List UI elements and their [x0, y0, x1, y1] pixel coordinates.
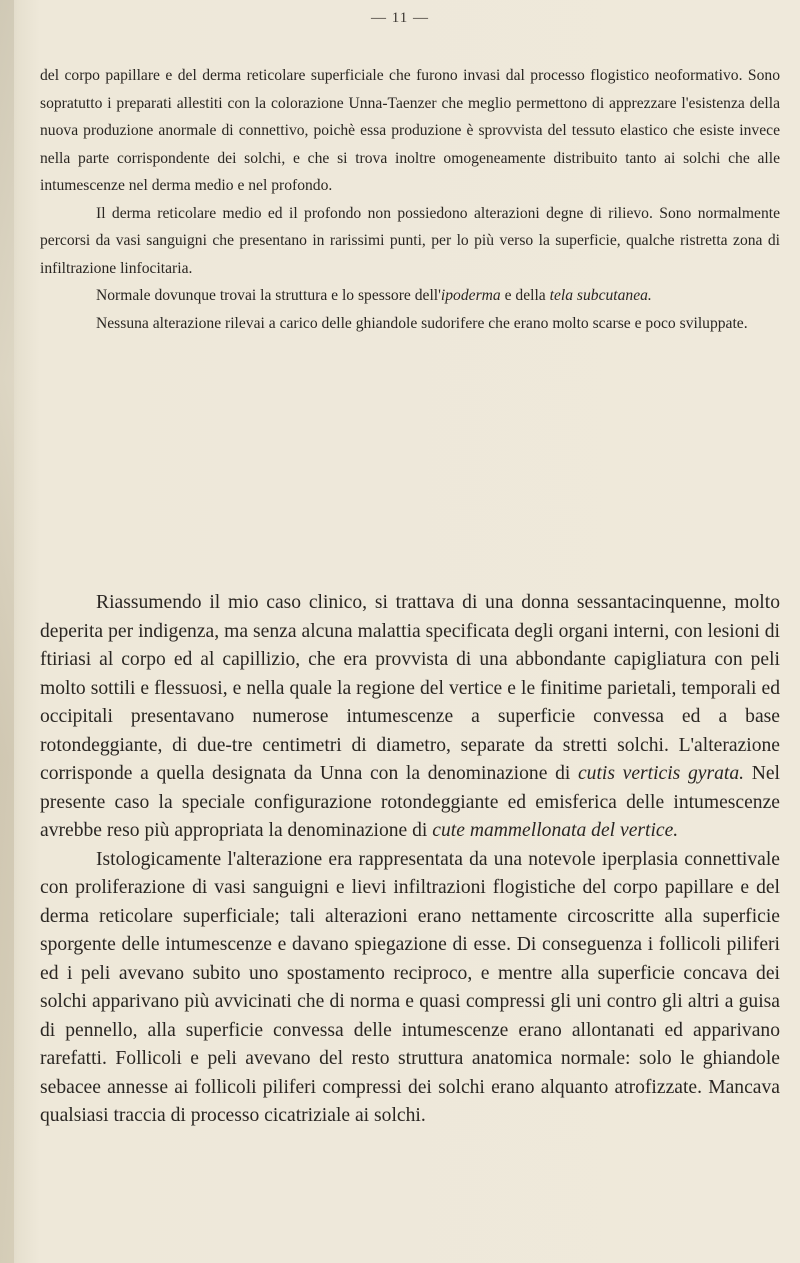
small-print-section	[40, 62, 780, 337]
small-paragraph-3	[40, 282, 780, 310]
p3-italic-ipoderma: ipoderma	[440, 287, 501, 304]
summary-section	[40, 589, 780, 1131]
summary-paragraph-2: Istologicamente l'alterazione era rappresentata da una notevole iperplasia connettivale con proliferazione di vasi sanguigni e lievi infiltrazioni flogistiche del corpo papillare e del derma reticolare superficiale; tali alterazioni erano nettamente circoscritte alla superficie sporgente delle intumescenze e davano spiegazione di esse. Di conseguenza i follicoli piliferi ed i peli avevano subito uno spostamento reciproco, e mentre alla superficie concava dei solchi apparivano più avvicinati che di norma e quasi compressi gli uni contro gli altri a guisa di pennello, alla superficie convessa delle intumescenze erano allontanati ed apparivano rarefatti. Follicoli e peli avevano del resto struttura anatomica normale: solo le ghiandole sebacee annesse ai follicoli piliferi compressi dei solchi erano alquanto atrofizzate. Mancava qualsiasi traccia di processo cicatriziale ai solchi.	[40, 848, 780, 1126]
small-paragraph-2: Il derma reticolare medio ed il profondo non possiedono alterazioni degne di rilievo. Sono normalmente percorsi da vasi sanguigni che presentano in rarissimi punti, per lo più verso la superficie, qualche ristretta zona di infiltrazione linfocitaria.	[40, 204, 780, 277]
p3-italic-tela: tela subcutanea.	[549, 287, 652, 304]
summary-paragraph-1	[40, 589, 780, 846]
summary-p1-text-b: Nel presente caso la speciale configurazione rotondeggiante ed emisferica delle intumescenze avrebbe reso più appropriata la denominazione di	[40, 763, 780, 841]
page-number-header: — 11 —	[371, 10, 429, 26]
page-binding-edge	[0, 0, 14, 1263]
small-paragraph-4: Nessuna alterazione rilevai a carico delle ghiandole sudorifere che erano molto scarse e poco sviluppate.	[96, 314, 748, 332]
small-paragraph-1: del corpo papillare e del derma reticolare superficiale che furono invasi dal processo flogistico neoformativo. Sono sopratutto i preparati allestiti con la colorazione Unna-Taenzer che meglio permettono di apprezzare l'esistenza della nuova produzione anormale di connettivo, poichè essa produzione è sprovvista del tessuto elastico che esiste invece nella parte corrispondente dei solchi, e che si trova inoltre omogeneamente distribuito tanto ai solchi che alle intumescenze nel derma medio e nel profondo.	[40, 67, 780, 194]
summary-p1-text-a: Riassumendo il mio caso clinico, si trattava di una donna sessantacinquenne, molto deperita per indigenza, ma senza alcuna malattia specificata degli organi interni, con lesioni di ftiriasi al corpo ed al capillizio, che era provvista di una abbondante capigliatura con peli molto sottili e flessuosi, e nella quale la regione del vertice e le finitime parietali, temporali ed occipitali presentavano numerose intumescenze a superficie convessa ed a base rotondeggiante, di due-tre centimetri di diametro, separate da stretti solchi. L'alterazione corrisponde a quella designata da Unna con la denominazione di	[40, 592, 780, 784]
summary-italic-cute: cute mammellonata del vertice.	[432, 820, 679, 841]
p3-text-before: Normale dovunque trovai la struttura e lo spessore dell'	[96, 287, 441, 304]
summary-italic-cutis: cutis verticis gyrata.	[577, 763, 745, 784]
p3-text-mid: e della	[500, 287, 550, 304]
